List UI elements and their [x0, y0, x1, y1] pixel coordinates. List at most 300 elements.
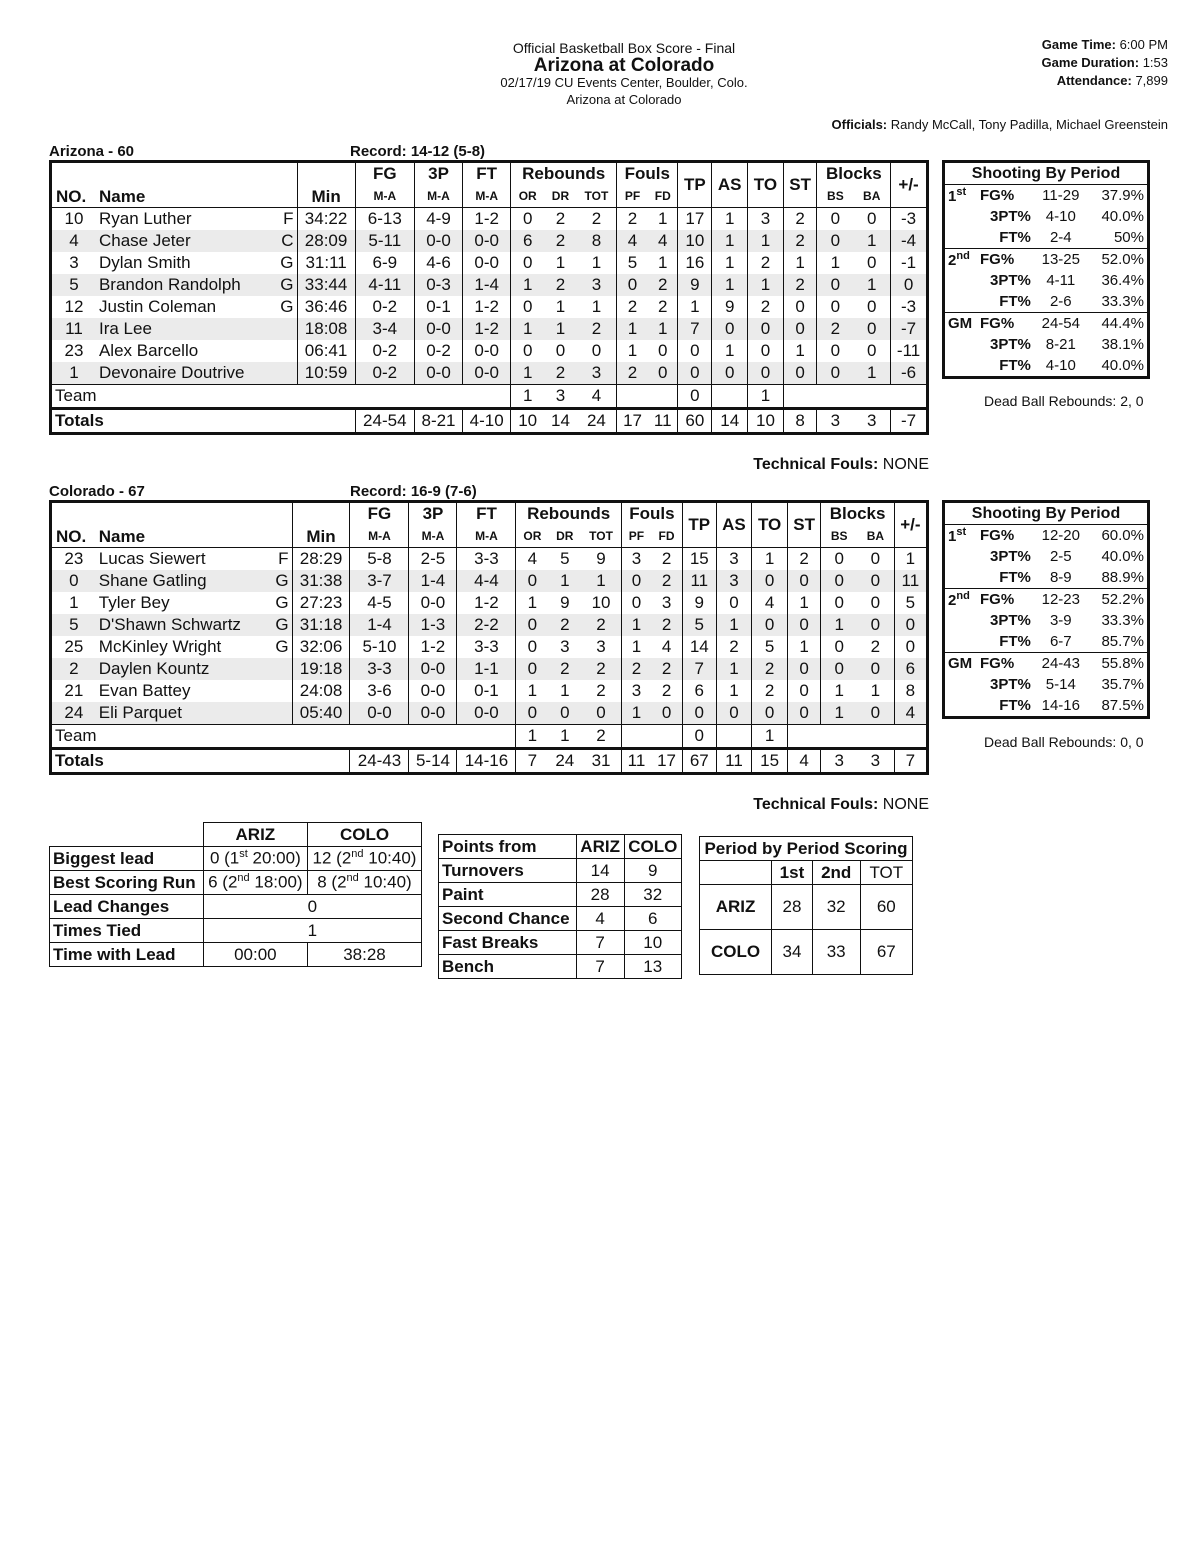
player-dr: 2 — [548, 658, 581, 680]
player-dr: 9 — [560, 593, 570, 612]
attendance: Attendance: 7,899 — [1056, 73, 1168, 88]
player-or: 4 — [527, 549, 538, 568]
player-row — [51, 614, 928, 636]
header-blocks: Blocks — [821, 502, 894, 526]
period-stat-row — [944, 270, 1149, 291]
player-name: Daylen Kountz — [96, 658, 269, 680]
time-with-lead-ariz: 00:00 — [203, 943, 307, 967]
team-to: 1 — [748, 385, 784, 409]
stat-percentage: 37.9% — [1101, 187, 1144, 204]
period-label: GM — [948, 655, 973, 672]
points-from-ariz: 7 — [576, 955, 624, 979]
matchup-line: Arizona at Colorado — [566, 92, 682, 107]
period-stat-row — [944, 695, 1149, 718]
player-3p: 0-0 — [414, 230, 462, 252]
player-fd: 4 — [651, 636, 682, 658]
totals-ft: 14-16 — [457, 749, 516, 774]
player-st: 0 — [783, 362, 817, 385]
team-row-label: Team — [51, 385, 511, 409]
header-ma: M-A — [355, 185, 414, 208]
team-row — [51, 725, 928, 749]
player-plus-minus: 0 — [891, 274, 928, 296]
header-ma: M-A — [457, 525, 516, 548]
stat-percentage: 50% — [1088, 227, 1149, 249]
biggest-lead-ariz: 0 (1st 20:00) — [203, 847, 307, 871]
stat-made-attempted: 4-11 — [1046, 272, 1076, 289]
header-fg: FG — [350, 502, 409, 526]
stat-percentage: 38.1% — [1101, 336, 1144, 353]
stat-percentage: 40.0% — [1101, 208, 1144, 225]
period-label: 2nd — [948, 250, 970, 269]
player-dr: 5 — [560, 549, 570, 568]
stat-percentage: 33.3% — [1101, 612, 1144, 629]
report-subtitle: Official Basketball Box Score - Final — [512, 40, 736, 56]
player-tp: 0 — [682, 702, 716, 725]
box-score-table — [49, 160, 929, 435]
player-fg: 1-4 — [350, 614, 409, 636]
player-as: 1 — [712, 230, 748, 252]
player-ba: 0 — [853, 318, 890, 340]
player-to: 2 — [752, 658, 787, 680]
player-pos: F — [269, 548, 292, 571]
game-location: 02/17/19 CU Events Center, Boulder, Colo. — [500, 75, 748, 90]
player-plus-minus: -1 — [901, 253, 917, 272]
period-stat-row — [944, 249, 1149, 271]
player-dr: 1 — [555, 253, 566, 272]
player-ft: 1-2 — [463, 208, 511, 231]
player-as: 0 — [712, 362, 748, 385]
stat-label: FG% — [980, 187, 1015, 204]
player-ft: 0-0 — [463, 362, 511, 385]
player-ft: 0-0 — [457, 702, 516, 725]
player-bs: 0 — [817, 274, 853, 296]
stat-made-attempted: 6-7 — [1034, 631, 1088, 653]
stat-label: FG% — [980, 251, 1015, 268]
period-col-tot: TOT — [860, 861, 912, 885]
player-ft: 3-3 — [457, 636, 516, 658]
stat-percentage: 55.8% — [1101, 655, 1144, 672]
player-min: 18:08 — [297, 318, 355, 340]
player-pf: 1 — [617, 318, 648, 340]
player-fg: 5-8 — [350, 548, 409, 571]
player-fd: 2 — [651, 570, 682, 592]
points-from-ariz: 28 — [576, 883, 624, 907]
player-fd: 0 — [648, 340, 678, 362]
player-or: 0 — [522, 297, 533, 316]
stat-made-attempted: 24-43 — [1041, 655, 1080, 672]
player-ft: 1-1 — [457, 658, 516, 680]
player-name: Lucas Siewert — [98, 549, 206, 568]
player-3p: 0-3 — [414, 274, 462, 296]
player-tp: 10 — [678, 230, 712, 252]
player-tp: 15 — [682, 548, 716, 571]
biggest-lead-label: Biggest lead — [50, 847, 204, 871]
player-row — [51, 658, 928, 680]
player-ba: 1 — [853, 362, 890, 385]
player-or: 0 — [527, 637, 538, 656]
player-bs: 0 — [830, 209, 841, 228]
stat-percentage: 85.7% — [1088, 631, 1149, 653]
player-dr: 0 — [555, 341, 566, 360]
player-as: 1 — [712, 252, 748, 274]
stat-percentage: 36.4% — [1101, 272, 1144, 289]
player-fd: 2 — [651, 614, 682, 636]
player-st: 0 — [787, 614, 821, 636]
player-fg: 0-2 — [355, 340, 414, 362]
period-label — [944, 631, 978, 653]
player-or: 0 — [522, 253, 533, 272]
period-stat-row — [944, 291, 1149, 313]
player-fd: 2 — [648, 274, 678, 296]
stat-percentage: 40.0% — [1101, 357, 1144, 374]
player-no: 5 — [51, 274, 96, 296]
player-row — [51, 208, 928, 231]
player-plus-minus: -7 — [891, 318, 928, 340]
period-stat-row — [944, 525, 1149, 547]
shooting-by-period — [942, 500, 1150, 719]
player-as: 1 — [716, 658, 752, 680]
period-label — [944, 610, 978, 631]
header-bs: BS — [821, 525, 857, 548]
player-tp: 17 — [678, 208, 712, 231]
player-ba: 0 — [853, 296, 890, 318]
stat-label: FT% — [999, 697, 1031, 714]
player-ba: 0 — [857, 592, 894, 614]
player-no: 21 — [64, 681, 84, 700]
stat-label: FG% — [980, 315, 1015, 332]
player-ba: 0 — [853, 252, 890, 274]
stat-made-attempted: 14-16 — [1041, 697, 1080, 714]
totals-as: 14 — [712, 409, 748, 434]
header-ft: FT — [463, 162, 511, 186]
player-3p: 1-2 — [409, 636, 457, 658]
stat-made-attempted: 5-14 — [1045, 676, 1076, 693]
technical-fouls: Technical Fouls: NONE — [753, 456, 929, 473]
lead-header-colo: COLO — [308, 823, 422, 847]
stat-label: 3PT% — [990, 612, 1031, 629]
player-plus-minus: 1 — [905, 549, 916, 568]
player-plus-minus: 8 — [905, 681, 916, 700]
player-tot: 1 — [581, 570, 621, 592]
player-tp: 7 — [682, 658, 716, 680]
totals-row — [51, 409, 928, 434]
stat-percentage: 87.5% — [1101, 697, 1144, 714]
header-blocks: Blocks — [817, 162, 891, 186]
game-info — [1042, 36, 1168, 90]
stat-label: FT% — [977, 631, 1034, 653]
player-as: 0 — [716, 702, 752, 725]
player-name: Brandon Randolph — [96, 274, 274, 296]
player-st: 0 — [783, 296, 817, 318]
lead-summary-table — [49, 822, 422, 967]
period-label — [944, 206, 978, 227]
player-pf: 0 — [621, 570, 651, 592]
points-from-table — [438, 834, 682, 979]
period-score: 67 — [860, 930, 912, 975]
period-label: 1st — [948, 186, 967, 205]
player-name: Shane Gatling — [96, 570, 269, 592]
player-or: 1 — [511, 362, 544, 385]
period-score: 34 — [772, 930, 813, 975]
player-ft: 3-3 — [457, 548, 516, 571]
player-pf: 4 — [617, 230, 648, 252]
header-fd: FD — [651, 525, 682, 548]
player-tp: 0 — [678, 340, 712, 362]
player-no: 11 — [51, 318, 96, 340]
period-stat-row — [944, 227, 1149, 249]
player-pf: 3 — [631, 681, 642, 700]
player-tot: 2 — [581, 614, 621, 636]
player-dr: 1 — [555, 297, 566, 316]
header-to: TO — [752, 502, 787, 548]
team-dr: 1 — [548, 725, 581, 749]
best-run-colo: 8 (2nd 10:40) — [308, 871, 422, 895]
player-plus-minus: 0 — [905, 637, 916, 656]
player-no: 4 — [51, 230, 96, 252]
player-bs: 0 — [830, 341, 841, 360]
totals-3p: 8-21 — [414, 409, 462, 434]
points-from-label: Second Chance — [439, 907, 577, 931]
period-stat-row — [944, 355, 1149, 378]
player-bs: 0 — [817, 230, 853, 252]
header-rebounds: Rebounds — [511, 162, 617, 186]
team-to: 1 — [752, 725, 787, 749]
player-row — [51, 636, 928, 658]
stat-label: 3PT% — [990, 272, 1031, 289]
player-pos: G — [274, 296, 297, 318]
player-row — [51, 252, 928, 274]
player-fd: 2 — [651, 548, 682, 571]
header-st: ST — [787, 502, 821, 548]
player-ft: 1-2 — [463, 318, 511, 340]
player-fd: 2 — [651, 680, 682, 702]
player-bs: 0 — [830, 297, 841, 316]
player-tot: 2 — [577, 318, 617, 340]
header-name: Name — [96, 502, 292, 548]
player-fd: 4 — [648, 230, 678, 252]
header-ma: M-A — [350, 525, 409, 548]
stat-made-attempted: 4-10 — [1045, 208, 1076, 225]
totals-fd: 11 — [648, 409, 678, 434]
player-name: Tyler Bey — [98, 593, 170, 612]
header-ft: FT — [457, 502, 516, 526]
totals-label: Totals — [51, 749, 350, 774]
times-tied-label: Times Tied — [50, 919, 204, 943]
stat-percentage: 44.4% — [1101, 315, 1144, 332]
technical-fouls: Technical Fouls: NONE — [753, 796, 929, 813]
header-no: NO. — [51, 162, 96, 208]
header-bs: BS — [817, 185, 853, 208]
player-fd: 0 — [648, 362, 678, 385]
header-plus-minus: +/- — [894, 502, 927, 548]
player-plus-minus: -3 — [901, 209, 917, 228]
player-plus-minus: -3 — [901, 297, 917, 316]
period-score: 32 — [812, 885, 860, 930]
player-no: 24 — [51, 702, 96, 725]
player-tot: 2 — [577, 208, 617, 231]
stat-label: FT% — [977, 291, 1034, 313]
player-as: 1 — [712, 208, 748, 231]
header-fouls: Fouls — [617, 162, 678, 186]
player-st: 0 — [787, 570, 821, 592]
player-pos — [269, 680, 292, 702]
player-bs: 0 — [834, 549, 844, 568]
player-pf: 1 — [621, 614, 651, 636]
header-tp: TP — [678, 162, 712, 208]
player-bs: 0 — [834, 593, 844, 612]
header-st: ST — [783, 162, 817, 208]
player-pos: C — [274, 230, 297, 252]
player-ft: 0-0 — [463, 252, 511, 274]
player-row — [51, 702, 928, 725]
player-no: 23 — [64, 341, 84, 360]
player-or: 0 — [522, 341, 533, 360]
totals-to: 15 — [752, 749, 787, 774]
stat-percentage: 35.7% — [1101, 676, 1144, 693]
player-min: 31:38 — [292, 570, 350, 592]
period-label — [944, 567, 978, 589]
totals-dr: 14 — [544, 409, 577, 434]
player-no: 25 — [64, 637, 84, 656]
player-to: 0 — [748, 340, 784, 362]
player-no: 3 — [69, 253, 79, 272]
player-row — [51, 680, 928, 702]
points-from-label: Turnovers — [439, 859, 577, 883]
player-tot: 3 — [577, 362, 617, 385]
player-fg: 6-9 — [355, 252, 414, 274]
stat-label: 3PT% — [990, 208, 1031, 225]
period-col-1st: 1st — [772, 861, 813, 885]
player-ft: 1-2 — [463, 296, 511, 318]
player-name: Dylan Smith — [98, 253, 191, 272]
player-row — [51, 318, 928, 340]
team-record: Record: 16-9 (7-6) — [350, 483, 477, 500]
dead-ball-rebounds: Dead Ball Rebounds: 0, 0 — [984, 734, 1144, 750]
player-tp: 0 — [678, 362, 712, 385]
player-min: 31:18 — [292, 614, 350, 636]
player-tp: 1 — [678, 296, 712, 318]
header-ma: M-A — [463, 185, 511, 208]
player-to: 2 — [748, 296, 784, 318]
stat-made-attempted: 8-21 — [1045, 336, 1076, 353]
player-min: 33:44 — [297, 274, 355, 296]
player-fg: 0-2 — [355, 362, 414, 385]
header-dr: DR — [544, 185, 577, 208]
player-dr: 1 — [548, 570, 581, 592]
player-st: 1 — [783, 252, 817, 274]
stat-made-attempted: 8-9 — [1034, 567, 1088, 589]
points-from-row — [439, 955, 682, 979]
player-pf: 2 — [621, 658, 651, 680]
stat-made-attempted: 2-4 — [1034, 227, 1088, 249]
player-min: 24:08 — [292, 680, 350, 702]
stat-made-attempted: 24-54 — [1041, 315, 1080, 332]
player-to: 0 — [748, 362, 784, 385]
player-name: Chase Jeter — [96, 230, 274, 252]
biggest-lead-colo: 12 (2nd 10:40) — [308, 847, 422, 871]
period-team: ARIZ — [700, 885, 772, 930]
header-ma: M-A — [414, 185, 462, 208]
player-tp: 6 — [682, 680, 716, 702]
totals-st: 8 — [783, 409, 817, 434]
period-stat-row — [944, 631, 1149, 653]
points-from-label: Fast Breaks — [439, 931, 577, 955]
player-no: 12 — [64, 297, 84, 316]
player-3p: 0-0 — [409, 702, 457, 725]
player-fg: 0-0 — [350, 702, 409, 725]
player-ft: 0-0 — [463, 340, 511, 362]
officials: Officials: Randy McCall, Tony Padilla, Michael Greenstein — [831, 117, 1168, 132]
header-or: OR — [511, 185, 544, 208]
player-min: 28:09 — [297, 230, 355, 252]
player-to: 5 — [752, 636, 787, 658]
player-min: 28:29 — [292, 548, 350, 571]
player-as: 1 — [716, 680, 752, 702]
player-row — [51, 230, 928, 252]
points-from-col-colo: COLO — [624, 835, 681, 859]
totals-fg: 24-43 — [350, 749, 409, 774]
totals-tot: 31 — [581, 749, 621, 774]
header-ma: M-A — [409, 525, 457, 548]
player-plus-minus: 4 — [894, 702, 927, 725]
player-3p: 4-9 — [414, 208, 462, 231]
player-pf: 1 — [621, 702, 651, 725]
stat-percentage: 60.0% — [1101, 527, 1144, 544]
player-dr: 0 — [548, 702, 581, 725]
player-min: 32:06 — [292, 636, 350, 658]
player-bs: 0 — [821, 658, 857, 680]
player-name: D'Shawn Schwartz — [96, 614, 269, 636]
player-or: 0 — [516, 658, 548, 680]
header-fg: FG — [355, 162, 414, 186]
player-min: 19:18 — [292, 658, 350, 680]
player-3p: 1-3 — [409, 614, 457, 636]
totals-3p: 5-14 — [409, 749, 457, 774]
player-fg: 4-11 — [355, 274, 414, 296]
player-bs: 0 — [817, 362, 853, 385]
player-min: 05:40 — [292, 702, 350, 725]
player-or: 1 — [511, 274, 544, 296]
totals-or: 10 — [511, 409, 544, 434]
period-stat-row — [944, 567, 1149, 589]
totals-tp: 67 — [682, 749, 716, 774]
totals-or: 7 — [516, 749, 548, 774]
header-3p: 3P — [409, 502, 457, 526]
totals-tp: 60 — [678, 409, 712, 434]
player-fg: 5-10 — [350, 636, 409, 658]
points-from-ariz: 4 — [576, 907, 624, 931]
player-3p: 0-2 — [414, 340, 462, 362]
player-tp: 9 — [678, 274, 712, 296]
player-pos — [269, 658, 292, 680]
stat-percentage: 52.2% — [1101, 591, 1144, 608]
player-tot: 9 — [581, 548, 621, 571]
stat-made-attempted: 12-20 — [1041, 527, 1080, 544]
player-ba: 2 — [857, 636, 894, 658]
player-to: 0 — [752, 570, 787, 592]
period-stat-row — [944, 334, 1149, 355]
player-dr: 2 — [555, 209, 566, 228]
player-st: 1 — [787, 636, 821, 658]
player-plus-minus: 5 — [905, 593, 916, 612]
player-tot: 3 — [581, 636, 621, 658]
period-label — [944, 674, 978, 695]
player-ba: 0 — [857, 548, 894, 571]
period-score: 33 — [812, 930, 860, 975]
player-tp: 5 — [682, 614, 716, 636]
player-pf: 1 — [627, 341, 638, 360]
player-row — [51, 592, 928, 614]
